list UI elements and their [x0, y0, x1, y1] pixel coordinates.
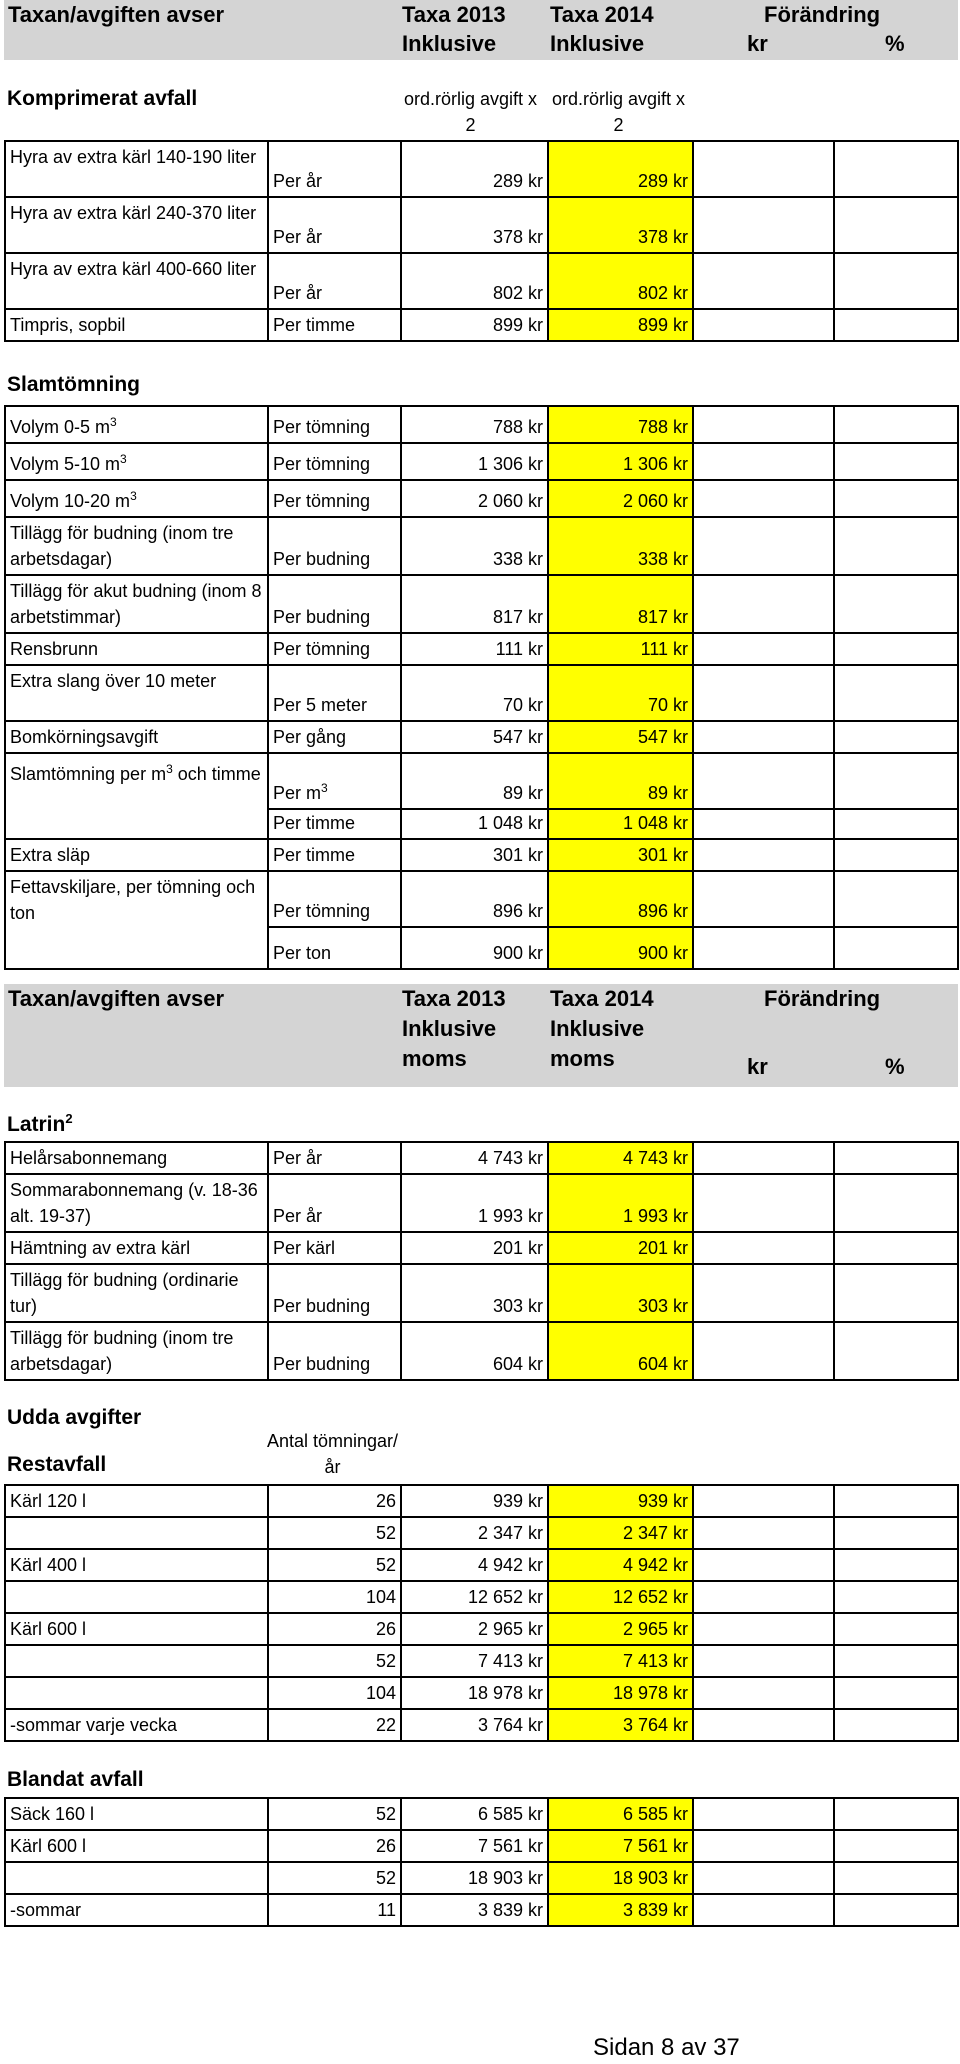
row-unit: Per budning	[268, 575, 401, 633]
change-pct	[834, 665, 958, 721]
table-row	[5, 480, 958, 517]
change-kr	[693, 141, 834, 197]
value-2013: 1 993 kr	[401, 1174, 548, 1232]
value-2014: 2 965 kr	[548, 1613, 693, 1645]
change-pct	[834, 1581, 958, 1613]
row-unit: Per budning	[268, 1322, 401, 1380]
change-kr	[693, 1232, 834, 1264]
row-description-sup: 3	[166, 762, 173, 776]
change-kr	[693, 1613, 834, 1645]
value-2013: 2 965 kr	[401, 1613, 548, 1645]
table-row	[5, 1485, 958, 1517]
table-row	[5, 871, 958, 927]
value-2013: 896 kr	[401, 871, 548, 927]
change-kr	[693, 1581, 834, 1613]
row-description-text: Slamtömning per m	[10, 764, 167, 784]
value-2014: 18 903 kr	[548, 1862, 693, 1894]
header2-2013: Taxa 2013	[402, 986, 506, 1011]
value-2013: 2 060 kr	[401, 480, 548, 517]
table-header	[4, 0, 958, 60]
change-pct	[834, 1517, 958, 1549]
change-pct	[834, 253, 958, 309]
row-description: Sommarabonnemang (v. 18-36 alt. 19-37)	[5, 1174, 268, 1232]
table-row	[5, 1517, 958, 1549]
change-kr	[693, 575, 834, 633]
change-pct	[834, 309, 958, 341]
table-row	[5, 1142, 958, 1174]
row-count: 26	[268, 1485, 401, 1517]
row-unit: Per tömning	[268, 480, 401, 517]
row-unit: Per gång	[268, 721, 401, 753]
row-unit: Per kärl	[268, 1232, 401, 1264]
row-description: Hyra av extra kärl 140-190 liter	[5, 141, 268, 197]
value-2013: 817 kr	[401, 575, 548, 633]
change-pct	[834, 1485, 958, 1517]
value-2014: 1 048 kr	[548, 809, 693, 839]
row-description-text: Volym 0-5 m	[10, 417, 111, 437]
change-kr	[693, 1485, 834, 1517]
latrin-table	[4, 1141, 959, 1381]
header-kr: kr	[747, 31, 768, 56]
value-2014: 4 743 kr	[548, 1142, 693, 1174]
row-description	[5, 406, 268, 443]
page-number: Sidan 8 av 37	[593, 2034, 740, 2061]
row-unit-sup: 3	[321, 781, 328, 795]
header2-2014: Taxa 2014	[550, 986, 654, 1011]
komprimerat-table	[4, 140, 959, 342]
change-pct	[834, 1232, 958, 1264]
value-2014: 289 kr	[548, 141, 693, 197]
table-row	[5, 406, 958, 443]
change-kr	[693, 1677, 834, 1709]
value-2014: 111 kr	[548, 633, 693, 665]
change-kr	[693, 809, 834, 839]
header2-change: Förändring	[764, 986, 881, 1011]
value-2013: 18 978 kr	[401, 1677, 548, 1709]
header2-pct: %	[885, 1054, 905, 1079]
change-kr	[693, 927, 834, 969]
change-pct	[834, 1645, 958, 1677]
latrin-title-text: Latrin	[7, 1113, 66, 1136]
table-row	[5, 1894, 958, 1926]
row-count: 52	[268, 1549, 401, 1581]
table-header-2	[4, 984, 958, 1087]
change-kr	[693, 197, 834, 253]
section-title-blandat: Blandat avfall	[7, 1768, 144, 1791]
slam-table	[4, 405, 959, 970]
row-count: 104	[268, 1677, 401, 1709]
value-2014: 817 kr	[548, 575, 693, 633]
table-row	[5, 517, 958, 575]
row-description: Fettavskiljare, per tömning och ton	[5, 871, 268, 969]
value-2014: 2 347 kr	[548, 1517, 693, 1549]
change-kr	[693, 721, 834, 753]
value-2013: 111 kr	[401, 633, 548, 665]
section-title-komprimerat: Komprimerat avfall	[7, 87, 198, 110]
table-row	[5, 1322, 958, 1380]
row-count: 52	[268, 1862, 401, 1894]
header-change: Förändring	[764, 2, 881, 27]
header-2013-sub: Inklusive	[402, 31, 497, 56]
value-2014: 201 kr	[548, 1232, 693, 1264]
value-2013: 3 839 kr	[401, 1894, 548, 1926]
row-description: Timpris, sopbil	[5, 309, 268, 341]
value-2014: 3 839 kr	[548, 1894, 693, 1926]
blandat-table	[4, 1797, 959, 1927]
value-2013: 303 kr	[401, 1264, 548, 1322]
change-pct	[834, 1322, 958, 1380]
section-title-udda: Udda avgifter	[7, 1406, 142, 1429]
table-row	[5, 721, 958, 753]
latrin-title-sup: 2	[65, 1111, 73, 1126]
value-2014: 7 561 kr	[548, 1830, 693, 1862]
value-2014: 303 kr	[548, 1264, 693, 1322]
table-row	[5, 1677, 958, 1709]
table-row	[5, 197, 958, 253]
header-2014-sub: Inklusive	[550, 31, 645, 56]
change-kr	[693, 1174, 834, 1232]
row-count: 52	[268, 1645, 401, 1677]
value-2014: 1 306 kr	[548, 443, 693, 480]
row-description: Kärl 600 l	[5, 1830, 268, 1862]
value-2014: 547 kr	[548, 721, 693, 753]
change-pct	[834, 871, 958, 927]
table-row	[5, 1862, 958, 1894]
row-unit: Per timme	[268, 309, 401, 341]
header2-2013-sub: Inklusive	[402, 1016, 497, 1041]
change-kr	[693, 1830, 834, 1862]
value-2013: 18 903 kr	[401, 1862, 548, 1894]
row-description: Tillägg för akut budning (inom 8 arbetstimmar)	[5, 575, 268, 633]
header-pct: %	[885, 31, 905, 56]
value-2013: 338 kr	[401, 517, 548, 575]
row-unit: Per år	[268, 253, 401, 309]
antal-label: Antal tömningar/år	[266, 1431, 399, 1477]
value-2014: 70 kr	[548, 665, 693, 721]
row-description: -sommar	[5, 1894, 268, 1926]
row-description	[5, 1862, 268, 1894]
change-pct	[834, 753, 958, 809]
table-row	[5, 1264, 958, 1322]
change-kr	[693, 1517, 834, 1549]
change-pct	[834, 1264, 958, 1322]
change-kr	[693, 1894, 834, 1926]
value-2014: 3 764 kr	[548, 1709, 693, 1741]
change-pct	[834, 633, 958, 665]
row-unit: Per budning	[268, 1264, 401, 1322]
restavfall-table	[4, 1484, 959, 1742]
row-description-text: Volym 10-20 m	[10, 491, 131, 511]
value-2014: 2 060 kr	[548, 480, 693, 517]
row-description-sup: 3	[110, 415, 117, 429]
row-unit: Per år	[268, 141, 401, 197]
section-title-restavfall: Restavfall	[7, 1453, 107, 1476]
value-2013: 802 kr	[401, 253, 548, 309]
table-row	[5, 665, 958, 721]
change-kr	[693, 839, 834, 871]
value-2013: 4 942 kr	[401, 1549, 548, 1581]
change-pct	[834, 1142, 958, 1174]
change-kr	[693, 871, 834, 927]
row-unit: Per år	[268, 1142, 401, 1174]
row-unit: Per ton	[268, 927, 401, 969]
value-2014: 18 978 kr	[548, 1677, 693, 1709]
change-pct	[834, 1174, 958, 1232]
change-pct	[834, 141, 958, 197]
row-description: Hyra av extra kärl 240-370 liter	[5, 197, 268, 253]
value-2014: 900 kr	[548, 927, 693, 969]
row-description: Extra släp	[5, 839, 268, 871]
section-title-latrin	[7, 1111, 73, 1137]
change-pct	[834, 839, 958, 871]
value-2013: 788 kr	[401, 406, 548, 443]
value-2014: 89 kr	[548, 753, 693, 809]
value-2013: 900 kr	[401, 927, 548, 969]
change-pct	[834, 1709, 958, 1741]
row-count: 26	[268, 1613, 401, 1645]
change-pct	[834, 1798, 958, 1830]
row-description	[5, 443, 268, 480]
row-description: Hyra av extra kärl 400-660 liter	[5, 253, 268, 309]
header-2013: Taxa 2013	[402, 2, 506, 27]
value-2014: 1 993 kr	[548, 1174, 693, 1232]
row-count: 11	[268, 1894, 401, 1926]
row-unit: Per 5 meter	[268, 665, 401, 721]
change-kr	[693, 517, 834, 575]
value-2013: 89 kr	[401, 753, 548, 809]
row-description	[5, 1677, 268, 1709]
value-2013: 289 kr	[401, 141, 548, 197]
row-count: 104	[268, 1581, 401, 1613]
change-kr	[693, 753, 834, 809]
change-kr	[693, 480, 834, 517]
change-kr	[693, 1322, 834, 1380]
value-2014: 301 kr	[548, 839, 693, 871]
row-unit: Per tömning	[268, 871, 401, 927]
row-description: Tillägg för budning (inom tre arbetsdagar)	[5, 517, 268, 575]
row-description: Säck 160 l	[5, 1798, 268, 1830]
value-2014: 604 kr	[548, 1322, 693, 1380]
table-row	[5, 253, 958, 309]
table-row	[5, 141, 958, 197]
row-count: 52	[268, 1798, 401, 1830]
row-description: Rensbrunn	[5, 633, 268, 665]
row-count: 26	[268, 1830, 401, 1862]
header2-kr: kr	[747, 1054, 768, 1079]
row-description: Tillägg för budning (inom tre arbetsdagar)	[5, 1322, 268, 1380]
table-row	[5, 309, 958, 341]
row-description	[5, 1581, 268, 1613]
table-row	[5, 575, 958, 633]
value-2013: 2 347 kr	[401, 1517, 548, 1549]
row-description	[5, 753, 268, 839]
change-kr	[693, 253, 834, 309]
change-kr	[693, 406, 834, 443]
change-kr	[693, 665, 834, 721]
header2-2013-sub2: moms	[402, 1046, 467, 1071]
row-description: Hämtning av extra kärl	[5, 1232, 268, 1264]
value-2014: 7 413 kr	[548, 1645, 693, 1677]
header-2014: Taxa 2014	[550, 2, 654, 27]
change-kr	[693, 1862, 834, 1894]
value-2014: 802 kr	[548, 253, 693, 309]
table-row	[5, 1581, 958, 1613]
row-unit: Per tömning	[268, 633, 401, 665]
note-2014: ord.rörlig avgift x 2	[551, 89, 686, 135]
table-row	[5, 443, 958, 480]
change-kr	[693, 1264, 834, 1322]
row-description-sup: 3	[130, 489, 137, 503]
table-row	[5, 1830, 958, 1862]
value-2013: 1 306 kr	[401, 443, 548, 480]
change-pct	[834, 480, 958, 517]
change-pct	[834, 406, 958, 443]
value-2013: 547 kr	[401, 721, 548, 753]
row-count: 52	[268, 1517, 401, 1549]
header2-2014-sub2: moms	[550, 1046, 615, 1071]
change-pct	[834, 1677, 958, 1709]
table-row	[5, 633, 958, 665]
row-description	[5, 1517, 268, 1549]
row-unit: Per år	[268, 197, 401, 253]
row-description: Helårsabonnemang	[5, 1142, 268, 1174]
table-row	[5, 753, 958, 809]
row-description-text: Volym 5-10 m	[10, 454, 121, 474]
table-row	[5, 839, 958, 871]
change-kr	[693, 1549, 834, 1581]
change-pct	[834, 517, 958, 575]
table-row	[5, 1709, 958, 1741]
value-2013: 7 561 kr	[401, 1830, 548, 1862]
change-pct	[834, 809, 958, 839]
table-row	[5, 1232, 958, 1264]
row-unit: Per budning	[268, 517, 401, 575]
row-unit: Per timme	[268, 839, 401, 871]
change-kr	[693, 443, 834, 480]
table-row	[5, 1645, 958, 1677]
change-kr	[693, 1645, 834, 1677]
change-pct	[834, 927, 958, 969]
row-description	[5, 1645, 268, 1677]
row-unit: Per timme	[268, 809, 401, 839]
row-description	[5, 480, 268, 517]
value-2014: 338 kr	[548, 517, 693, 575]
change-pct	[834, 575, 958, 633]
value-2014: 6 585 kr	[548, 1798, 693, 1830]
row-description: Extra slang över 10 meter	[5, 665, 268, 721]
change-kr	[693, 1798, 834, 1830]
value-2014: 788 kr	[548, 406, 693, 443]
row-unit	[268, 753, 401, 809]
header2-2014-sub: Inklusive	[550, 1016, 645, 1041]
change-pct	[834, 1894, 958, 1926]
section-title-slamtomning: Slamtömning	[7, 373, 141, 396]
change-pct	[834, 1862, 958, 1894]
value-2013: 301 kr	[401, 839, 548, 871]
value-2014: 896 kr	[548, 871, 693, 927]
value-2013: 201 kr	[401, 1232, 548, 1264]
change-pct	[834, 1549, 958, 1581]
value-2013: 939 kr	[401, 1485, 548, 1517]
change-kr	[693, 309, 834, 341]
change-pct	[834, 197, 958, 253]
value-2013: 7 413 kr	[401, 1645, 548, 1677]
change-pct	[834, 1613, 958, 1645]
table-row	[5, 1798, 958, 1830]
value-2013: 899 kr	[401, 309, 548, 341]
value-2013: 1 048 kr	[401, 809, 548, 839]
row-description: Tillägg för budning (ordinarie tur)	[5, 1264, 268, 1322]
row-description-sup: 3	[120, 452, 127, 466]
value-2013: 378 kr	[401, 197, 548, 253]
value-2013: 70 kr	[401, 665, 548, 721]
row-description: Bomkörningsavgift	[5, 721, 268, 753]
value-2014: 899 kr	[548, 309, 693, 341]
value-2014: 378 kr	[548, 197, 693, 253]
header2-desc: Taxan/avgiften avser	[8, 986, 225, 1011]
value-2014: 939 kr	[548, 1485, 693, 1517]
row-description: Kärl 400 l	[5, 1549, 268, 1581]
note-2013: ord.rörlig avgift x 2	[403, 89, 538, 135]
row-count: 22	[268, 1709, 401, 1741]
value-2013: 12 652 kr	[401, 1581, 548, 1613]
table-row	[5, 1613, 958, 1645]
header-desc: Taxan/avgiften avser	[8, 2, 225, 27]
change-pct	[834, 443, 958, 480]
value-2014: 4 942 kr	[548, 1549, 693, 1581]
row-unit: Per tömning	[268, 406, 401, 443]
change-kr	[693, 633, 834, 665]
value-2013: 3 764 kr	[401, 1709, 548, 1741]
value-2013: 604 kr	[401, 1322, 548, 1380]
row-unit-text: Per m	[273, 783, 322, 803]
row-unit: Per tömning	[268, 443, 401, 480]
table-row	[5, 1174, 958, 1232]
table-row	[5, 1549, 958, 1581]
row-description: Kärl 600 l	[5, 1613, 268, 1645]
row-description: Kärl 120 l	[5, 1485, 268, 1517]
row-unit: Per år	[268, 1174, 401, 1232]
value-2013: 6 585 kr	[401, 1798, 548, 1830]
row-description-text-2: och timme	[172, 764, 261, 784]
change-pct	[834, 721, 958, 753]
change-kr	[693, 1142, 834, 1174]
row-description: -sommar varje vecka	[5, 1709, 268, 1741]
value-2014: 12 652 kr	[548, 1581, 693, 1613]
change-pct	[834, 1830, 958, 1862]
value-2013: 4 743 kr	[401, 1142, 548, 1174]
change-kr	[693, 1709, 834, 1741]
